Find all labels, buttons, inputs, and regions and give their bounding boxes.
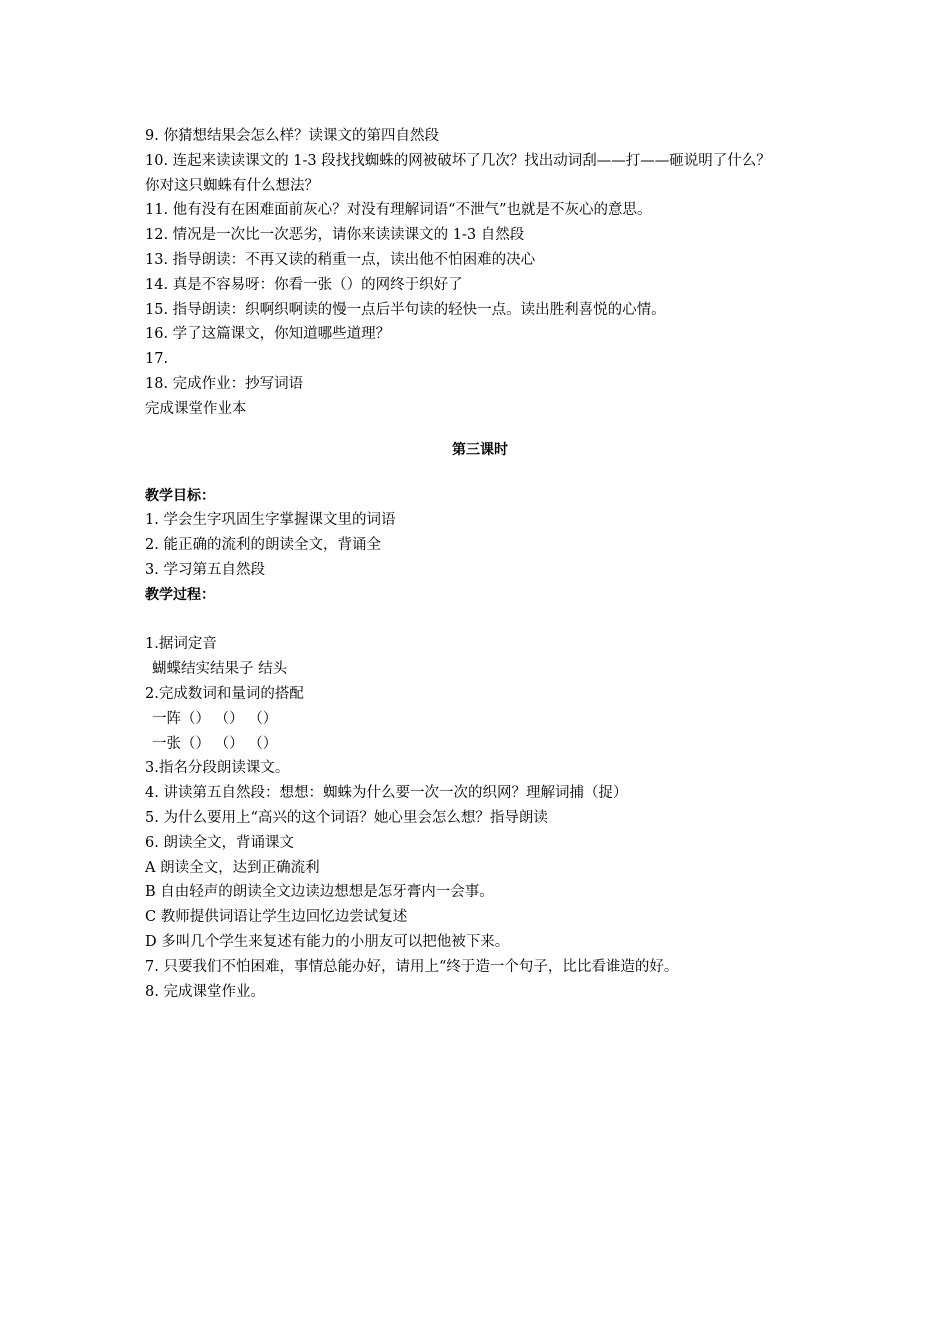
list-item: 10. 连起来读读课文的 1-3 段找找蜘蛛的网被破坏了几次？找出动词刮——打——砸说明了什么？ bbox=[145, 152, 771, 169]
list-item: A 朗读全文，达到正确流利 bbox=[145, 859, 320, 876]
list-item: 一阵（） （） （） bbox=[152, 710, 278, 727]
process-list bbox=[145, 632, 815, 1004]
list-item: 7. 只要我们不怕困难，事情总能办好，请用上“终于造一个句子，比比看谁造的好。 bbox=[145, 958, 679, 975]
document-page bbox=[145, 124, 815, 1004]
list-item: C 教师提供词语让学生边回忆边尝试复述 bbox=[145, 909, 408, 926]
list-item: 13. 指导朗读：不再又读的稍重一点，读出他不怕困难的决心 bbox=[145, 251, 536, 268]
list-item: 1.据词定音 bbox=[145, 636, 217, 653]
list-item: B 自由轻声的朗读全文边读边想想是怎牙膏内一会事。 bbox=[145, 884, 494, 901]
list-item: 3. 学习第五自然段 bbox=[145, 561, 265, 578]
list-item: 1. 学会生字巩固生字掌握课文里的词语 bbox=[145, 512, 396, 529]
list-item: 2. 能正确的流利的朗读全文，背诵全 bbox=[145, 537, 381, 554]
list-item: 11. 他有没有在困难面前灰心？对没有理解词语“不泄气”也就是不灰心的意思。 bbox=[145, 202, 652, 219]
list-item: 14. 真是不容易呀：你看一张（）的网终于织好了 bbox=[145, 276, 463, 293]
list-item: 16. 学了这篇课文，你知道哪些道理？ bbox=[145, 326, 391, 343]
list-item: 6. 朗读全文，背诵课文 bbox=[145, 834, 294, 851]
list-item: D 多叫几个学生来复述有能力的小朋友可以把他被下来。 bbox=[145, 933, 510, 950]
list-item: 完成课堂作业本 bbox=[145, 400, 247, 417]
list-item: 15. 指导朗读：织啊织啊读的慢一点后半句读的轻快一点。读出胜利喜悦的心情。 bbox=[145, 301, 666, 318]
list-item: 3.指名分段朗读课文。 bbox=[145, 760, 290, 777]
list-item: 17. bbox=[145, 351, 169, 368]
list-item: 5. 为什么要用上“高兴的这个词语？她心里会怎么想？指导朗读 bbox=[145, 809, 548, 826]
list-item: 2.完成数词和量词的搭配 bbox=[145, 685, 304, 702]
spacer bbox=[145, 608, 815, 633]
goals-heading: 教学目标： bbox=[145, 487, 215, 504]
part1-list bbox=[145, 124, 815, 422]
list-item: 8. 完成课堂作业。 bbox=[145, 983, 265, 1000]
list-item: 18. 完成作业：抄写词语 bbox=[145, 375, 304, 392]
lesson-title: 第三课时 bbox=[452, 441, 508, 458]
list-item: 一张（） （） （） bbox=[152, 735, 278, 752]
process-heading: 教学过程： bbox=[145, 586, 215, 603]
list-item: 你对这只蜘蛛有什么想法？ bbox=[145, 177, 319, 194]
list-item: 12. 情况是一次比一次恶劣，请你来读读课文的 1-3 自然段 bbox=[145, 227, 525, 244]
list-item: 9. 你猜想结果会怎么样？读课文的第四自然段 bbox=[145, 128, 439, 144]
list-item: 蝴蝶结实结果子 结头 bbox=[152, 661, 288, 678]
list-item: 4. 讲读第五自然段：想想：蜘蛛为什么要一次一次的织网？理解词捕（捉） bbox=[145, 785, 628, 802]
goals-list bbox=[145, 508, 815, 582]
